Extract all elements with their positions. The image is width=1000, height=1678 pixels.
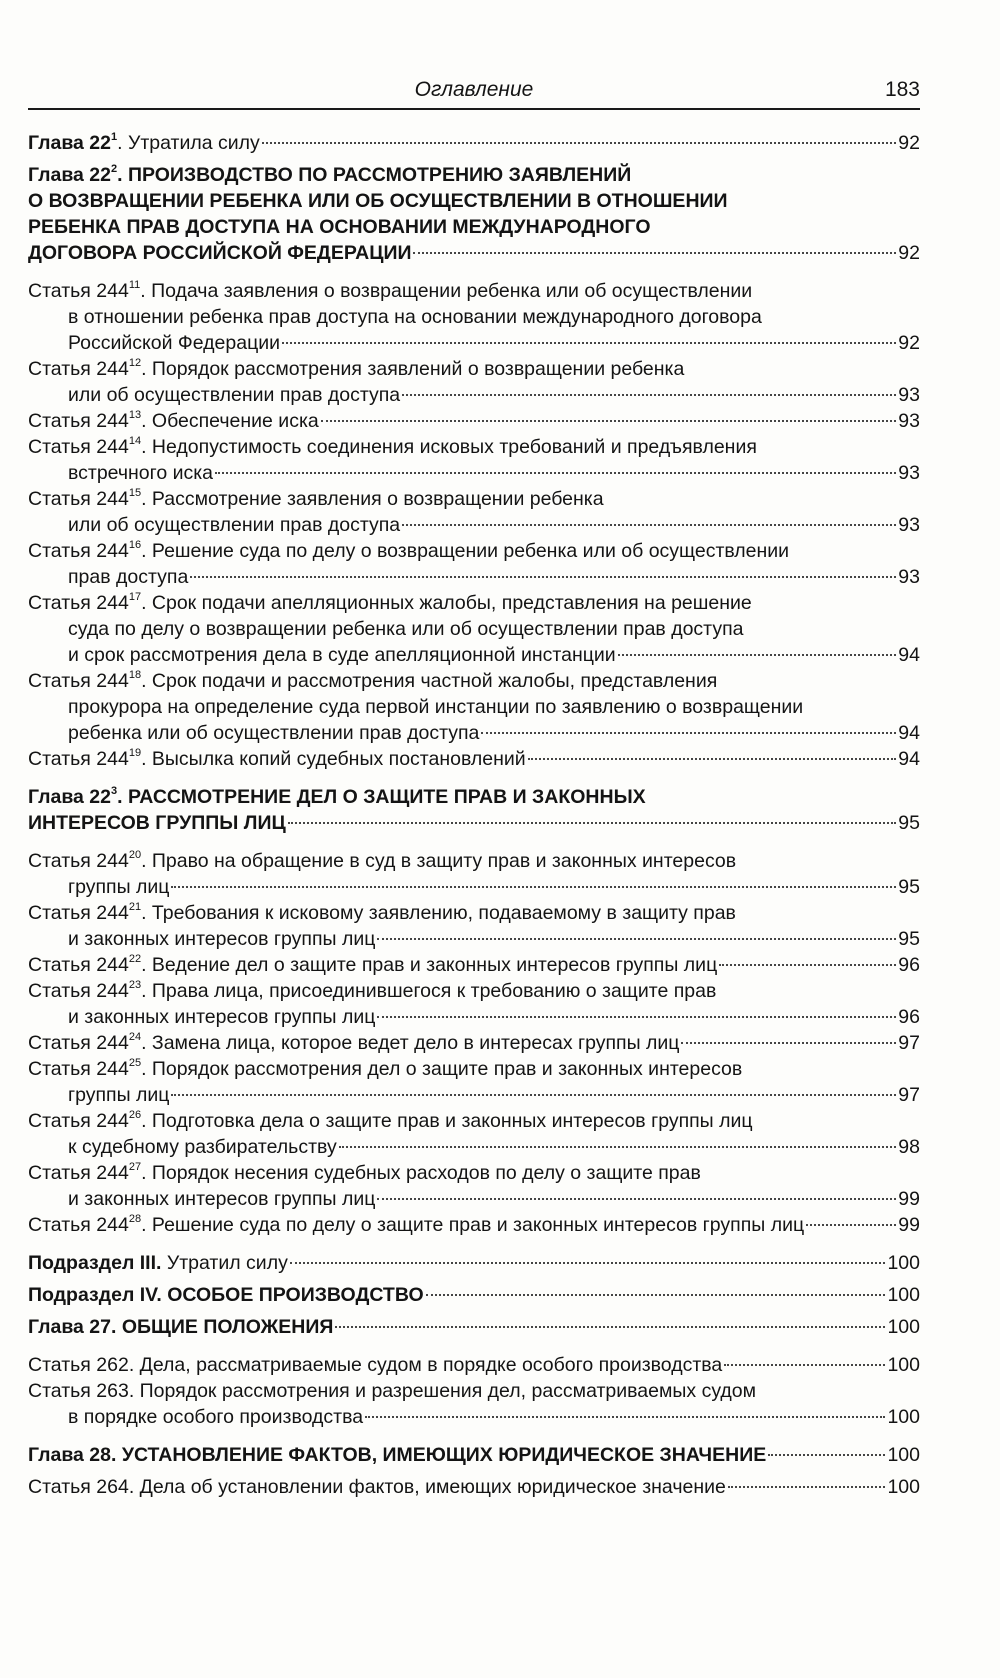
toc-entry-article-244-12[interactable]: Статья $244^{12}$. Порядок рассмотрения заявлений о возвращении ребенка или об осуществлении прав доступа 93: [28, 356, 920, 406]
page-header: [28, 76, 920, 110]
toc-entry-article-263[interactable]: Статья 263. Порядок рассмотрения и разрешения дел, рассматриваемых судом в порядке особого производства 100: [28, 1380, 920, 1428]
toc-entry-article-244-21[interactable]: Статья $244^{21}$. Требования к исковому заявлению, подаваемому в защиту прав и законных интересов группы лиц 95: [28, 900, 920, 950]
toc-entry-article-264[interactable]: Статья 264. Дела об установлении фактов, имеющих юридическое значение 100: [28, 1476, 920, 1498]
toc-entry-article-244-17[interactable]: Статья $244^{17}$. Срок подачи апелляционных жалобы, представления на решение суда по делу о возвращении ребенка или об осуществлении прав доступа и срок рассмотрения дела в суде апелляционной инстанции 94: [28, 590, 920, 666]
toc-entry-article-244-26[interactable]: Статья $244^{26}$. Подготовка дела о защите прав и законных интересов группы лиц к судебному разбирательству 98: [28, 1108, 920, 1158]
toc-entry-article-244-24[interactable]: Статья $244^{24}$. Замена лица, которое ведет дело в интересах группы лиц 97: [28, 1030, 920, 1054]
toc-entry-article-244-14[interactable]: Статья $244^{14}$. Недопустимость соединения исковых требований и предъявления встречного иска 93: [28, 434, 920, 484]
toc-entry-chapter-28[interactable]: Глава 28. УСТАНОВЛЕНИЕ ФАКТОВ, ИМЕЮЩИХ ЮРИДИЧЕСКОЕ ЗНАЧЕНИЕ 100: [28, 1444, 920, 1466]
running-title: Оглавление: [414, 78, 534, 101]
toc-entry-chapter-27[interactable]: Глава 27. ОБЩИЕ ПОЛОЖЕНИЯ 100: [28, 1316, 920, 1338]
table-of-contents: [28, 130, 920, 1500]
toc-entry-article-244-16[interactable]: Статья $244^{16}$. Решение суда по делу о возвращении ребенка или об осуществлении прав доступа 93: [28, 538, 920, 588]
toc-entry-article-244-20[interactable]: Статья $244^{20}$. Право на обращение в суд в защиту прав и законных интересов группы лиц 95: [28, 848, 920, 898]
toc-entry-article-244-23[interactable]: Статья $244^{23}$. Права лица, присоединившегося к требованию о защите прав и законных интересов группы лиц 96: [28, 978, 920, 1028]
toc-entry-chapter-22-3[interactable]: Глава $22^3$. РАССМОТРЕНИЕ ДЕЛ О ЗАЩИТЕ ПРАВ И ЗАКОННЫХ ИНТЕРЕСОВ ГРУППЫ ЛИЦ 95: [28, 784, 920, 834]
toc-entry-article-262[interactable]: Статья 262. Дела, рассматриваемые судом в порядке особого производства 100: [28, 1354, 920, 1376]
toc-entry-article-244-13[interactable]: Статья $244^{13}$. Обеспечение иска 93: [28, 408, 920, 432]
toc-entry-article-244-27[interactable]: Статья $244^{27}$. Порядок несения судебных расходов по делу о защите прав и законных интересов группы лиц 99: [28, 1160, 920, 1210]
toc-entry-subsection-4[interactable]: Подраздел IV. ОСОБОЕ ПРОИЗВОДСТВО 100: [28, 1284, 920, 1306]
toc-entry-article-244-15[interactable]: Статья $244^{15}$. Рассмотрение заявления о возвращении ребенка или об осуществлении прав доступа 93: [28, 486, 920, 536]
toc-entry-article-244-11[interactable]: Статья $244^{11}$. Подача заявления о возвращении ребенка или об осуществлении в отношении ребенка прав доступа на основании международного договора Российской Федерации 92: [28, 278, 920, 354]
toc-entry-article-244-22[interactable]: Статья $244^{22}$. Ведение дел о защите прав и законных интересов группы лиц 96: [28, 952, 920, 976]
toc-entry-chapter-22-1[interactable]: Глава $22^1$. Утратила силу 92: [28, 130, 920, 154]
toc-entry-chapter-22-2[interactable]: Глава $22^2$. ПРОИЗВОДСТВО ПО РАССМОТРЕНИЮ ЗАЯВЛЕНИЙ О ВОЗВРАЩЕНИИ РЕБЕНКА ИЛИ ОБ ОСУЩЕСТВЛЕНИИ В ОТНОШЕНИИ РЕБЕНКА ПРАВ ДОСТУПА НА ОСНОВАНИИ МЕЖДУНАРОДНОГО ДОГОВОРА РОССИЙСКОЙ ФЕДЕРАЦИИ 92: [28, 162, 920, 264]
toc-entry-article-244-25[interactable]: Статья $244^{25}$. Порядок рассмотрения дел о защите прав и законных интересов группы лиц 97: [28, 1056, 920, 1106]
toc-entry-subsection-3[interactable]: Подраздел III. Утратил силу 100: [28, 1252, 920, 1274]
toc-entry-article-244-19[interactable]: Статья $244^{19}$. Высылка копий судебных постановлений 94: [28, 746, 920, 770]
page-number: 183: [884, 78, 920, 101]
toc-entry-article-244-28[interactable]: Статья $244^{28}$. Решение суда по делу о защите прав и законных интересов группы лиц 99: [28, 1212, 920, 1236]
toc-entry-article-244-18[interactable]: Статья $244^{18}$. Срок подачи и рассмотрения частной жалобы, представления прокурора на определение суда первой инстанции по заявлению о возвращении ребенка или об осуществлении прав доступа 94: [28, 668, 920, 744]
